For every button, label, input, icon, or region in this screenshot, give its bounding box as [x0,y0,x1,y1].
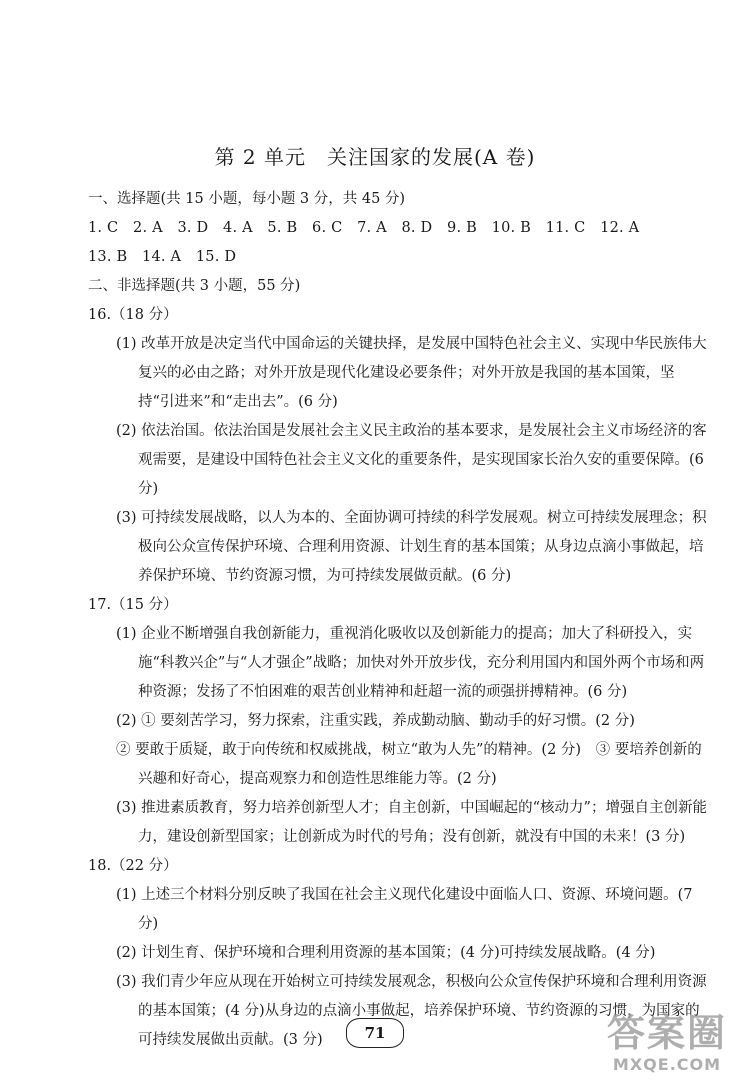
choice-answers-line1: 1. C 2. A 3. D 4. A 5. B 6. C 7. A 8. D 9. B 10. B 11. C 12. A [88,220,640,236]
q16-part2: (2) 依法治国。依法治国是发展社会主义民主政治的基本要求，是发展社会主义市场经济的客观需要，是建设中国特色社会主义文化的重要条件，是实现国家长治久安的重要保障。(6 分) [116,423,707,497]
section2-heading: 二、非选择题(共 3 小题，55 分) [88,278,301,294]
q17-part2b: ② 要敢于质疑，敢于向传统和权威挑战，树立“敢为人先”的精神。(2 分) ③ 要培养创新的兴趣和好奇心，提高观察力和创造性思维能力等。(2 分) [116,742,702,787]
watermark-text: 答案圈 [606,1011,727,1055]
q16-part3: (3) 可持续发展战略，以人为本的、全面协调可持续的科学发展观。树立可持续发展理念；积极向公众宣传保护环境、合理利用资源、计划生育的基本国策；从身边点滴小事做起，培养保护环境、节约资源习惯，为可持续发展做贡献。(6 分) [116,510,707,584]
q18-part2: (2) 计划生育、保护环境和合理利用资源的基本国策；(4 分)可持续发展战略。(4 分) [116,945,656,961]
q18-part3: (3) 我们青少年应从现在开始树立可持续发展观念，积极向公众宣传保护环境和合理利用资源的基本国策；(4 分)从身边的点滴小事做起，培养保护环境、节约资源的习惯，为国家的可持续发展做出贡献。(3 分) [116,974,707,1048]
page-number: 71 [346,1018,404,1048]
q17-label: 17.（15 分） [88,597,178,613]
section1-heading: 一、选择题(共 15 小题，每小题 3 分，共 45 分) [88,191,406,207]
page-title: 第 2 单元 关注国家的发展(A 卷) [214,145,536,169]
q16-label: 16.（18 分） [88,307,178,323]
q17-part2a: (2) ① 要刻苦学习，努力探索，注重实践，养成勤动脑、勤动手的好习惯。(2 分) [116,713,635,729]
q18-part1: (1) 上述三个材料分别反映了我国在社会主义现代化建设中面临人口、资源、环境问题。(7 分) [116,887,693,932]
choice-answers-line2: 13. B 14. A 15. D [88,249,237,265]
q17-part3: (3) 推进素质教育，努力培养创新型人才；自主创新，中国崛起的“核动力”；增强自主创新能力，建设创新型国家；让创新成为时代的号角；没有创新，就没有中国的未来！(3 分) [116,800,707,845]
q17-part1: (1) 企业不断增强自我创新能力，重视消化吸收以及创新能力的提高；加大了科研投入，实施“科教兴企”与“人才强企”战略；加快对外开放步伐，充分利用国内和国外两个市场和两种资源；发扬了不怕困难的艰苦创业精神和赶超一流的顽强拼搏精神。(6 分) [116,626,705,700]
watermark-logo [592,1011,742,1083]
watermark-url: MXQE.COM [612,1055,722,1074]
answer-content [88,185,708,1055]
q16-part1: (1) 改革开放是决定当代中国命运的关键抉择，是发展中国特色社会主义、实现中华民族伟大复兴的必由之路；对外开放是现代化建设必要条件；对外开放是我国的基本国策，坚持“引进来”和“走出去”。(6 分) [116,336,707,410]
q18-label: 18.（22 分） [88,858,178,874]
